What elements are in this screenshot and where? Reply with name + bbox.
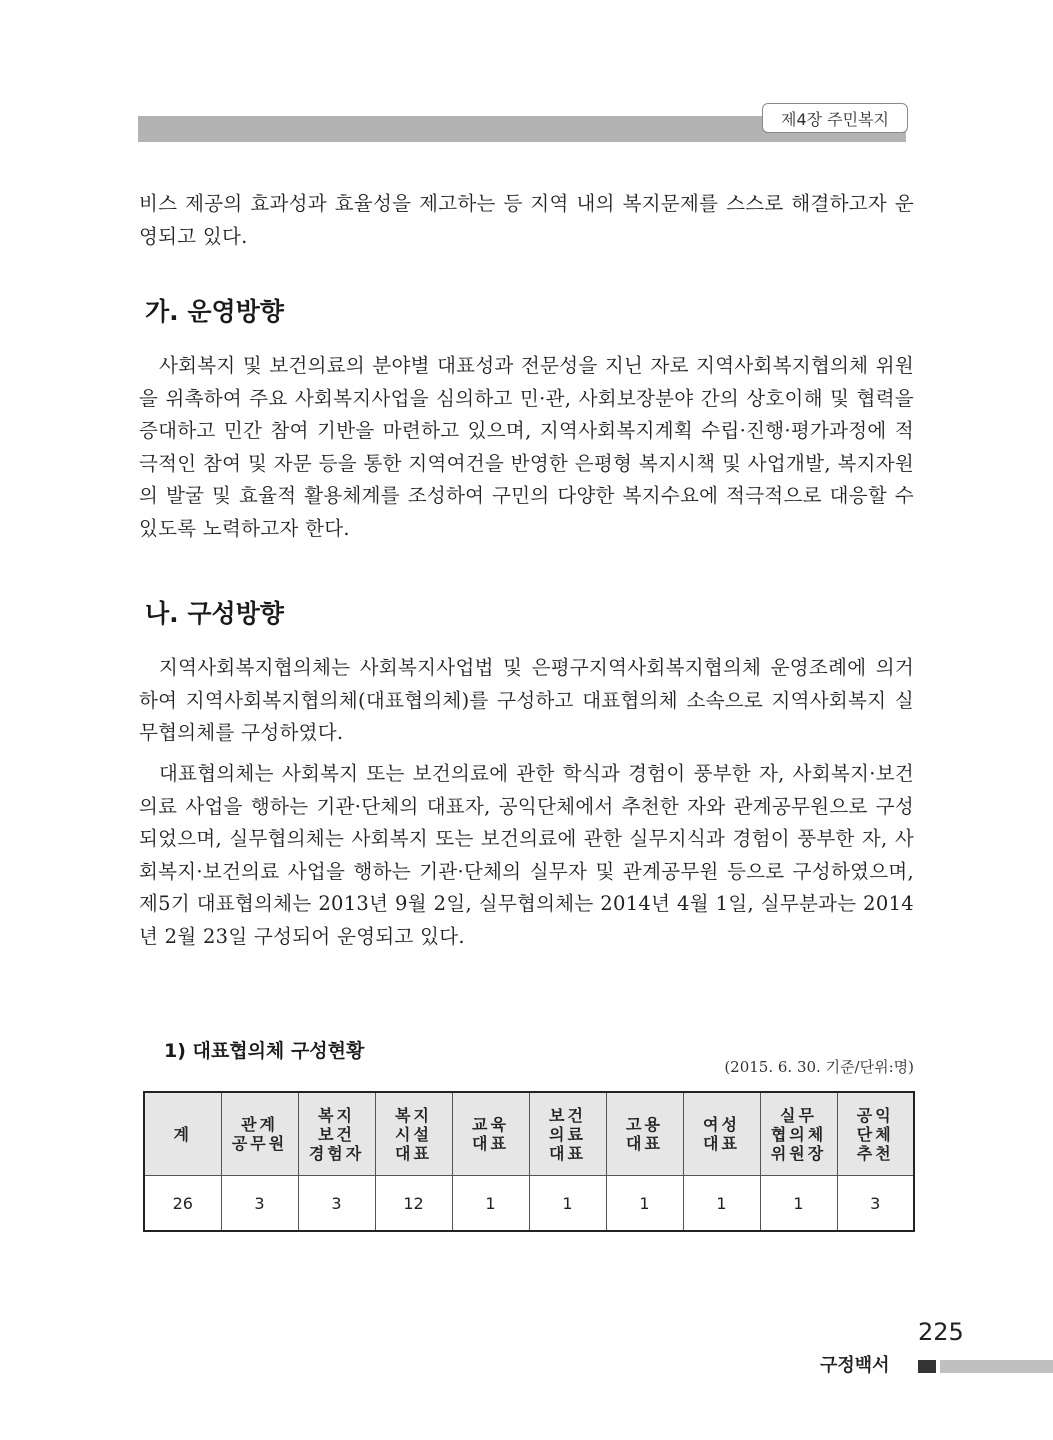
- value-cell-officials: 3: [221, 1176, 298, 1232]
- intro-paragraph: 비스 제공의 효과성과 효율성을 제고하는 등 지역 내의 복지문제를 스스로 해결하고자 운영되고 있다.: [139, 192, 914, 248]
- value-cell-total: 26: [144, 1176, 221, 1232]
- value-cell-public-group: 3: [837, 1176, 914, 1232]
- header-cell-officials: 관계 공무원: [221, 1092, 298, 1176]
- footer-bar-dark: [918, 1360, 936, 1373]
- section-heading-ga: 가. 운영방향: [145, 297, 284, 326]
- section-na-body-1: 지역사회복지협의체는 사회복지사업법 및 은평구지역사회복지협의체 운영조례에 의거하여 지역사회복지협의체(대표협의체)를 구성하고 대표협의체 소속으로 지역사회복지 실무협의체를 구성하였다.: [139, 656, 914, 744]
- footer-bar-light: [940, 1360, 1053, 1373]
- table-title: 1) 대표협의체 구성현황: [164, 1040, 365, 1062]
- table-row: [144, 1176, 914, 1232]
- value-cell-education-rep: 1: [452, 1176, 529, 1232]
- value-cell-facility-rep: 12: [375, 1176, 452, 1232]
- value-cell-experienced: 3: [298, 1176, 375, 1232]
- section-heading-na: 나. 구성방향: [145, 599, 284, 628]
- header-cell-health-rep: 보건 의료 대표: [529, 1092, 606, 1176]
- chapter-tab: 제4장 주민복지: [762, 103, 908, 133]
- header-cell-education-rep: 교육 대표: [452, 1092, 529, 1176]
- table-header-row: [144, 1092, 914, 1176]
- header-cell-total: 계: [144, 1092, 221, 1176]
- page-number: 225: [918, 1318, 964, 1346]
- header-cell-experienced: 복지 보건 경험자: [298, 1092, 375, 1176]
- composition-table: [143, 1091, 915, 1232]
- table-note: (2015. 6. 30. 기준/단위:명): [724, 1058, 914, 1076]
- section-na-body-2: 대표협의체는 사회복지 또는 보건의료에 관한 학식과 경험이 풍부한 자, 사회복지·보건의료 사업을 행하는 기관·단체의 대표자, 공익단체에서 추천한 자와 관계공무원으로 구성되었으며, 실무협의체는 사회복지 또는 보건의료에 관한 실무지식과 경험이 풍부한 자, 사회복지·보건의료 사업을 행하는 기관·단체의 실무자 및 관계공무원 등으로 구성하였으며, 제5기 대표협의체는 2013년 9월 2일, 실무협의체는 2014년 4월 1일, 실무분과는 2014년 2월 23일 구성되어 운영되고 있다.: [139, 762, 914, 948]
- header-cell-employment-rep: 고용 대표: [606, 1092, 683, 1176]
- value-cell-working-chair: 1: [760, 1176, 837, 1232]
- header-cell-facility-rep: 복지 시설 대표: [375, 1092, 452, 1176]
- header-cell-public-group: 공익 단체 추천: [837, 1092, 914, 1176]
- book-title: 구정백서: [820, 1355, 890, 1376]
- section-ga-body: 사회복지 및 보건의료의 분야별 대표성과 전문성을 지닌 자로 지역사회복지협의체 위원을 위촉하여 주요 사회복지사업을 심의하고 민·관, 사회보장분야 간의 상호이해 및 협력을 증대하고 민간 참여 기반을 마련하고 있으며, 지역사회복지계획 수립·진행·평가과정에 적극적인 참여 및 자문 등을 통한 지역여건을 반영한 은평형 복지시책 및 사업개발, 복지자원의 발굴 및 효율적 활용체계를 조성하여 구민의 다양한 복지수요에 적극적으로 대응할 수 있도록 노력하고자 한다.: [139, 354, 914, 540]
- value-cell-women-rep: 1: [683, 1176, 760, 1232]
- value-cell-employment-rep: 1: [606, 1176, 683, 1232]
- value-cell-health-rep: 1: [529, 1176, 606, 1232]
- header-cell-women-rep: 여성 대표: [683, 1092, 760, 1176]
- header-cell-working-chair: 실무 협의체 위원장: [760, 1092, 837, 1176]
